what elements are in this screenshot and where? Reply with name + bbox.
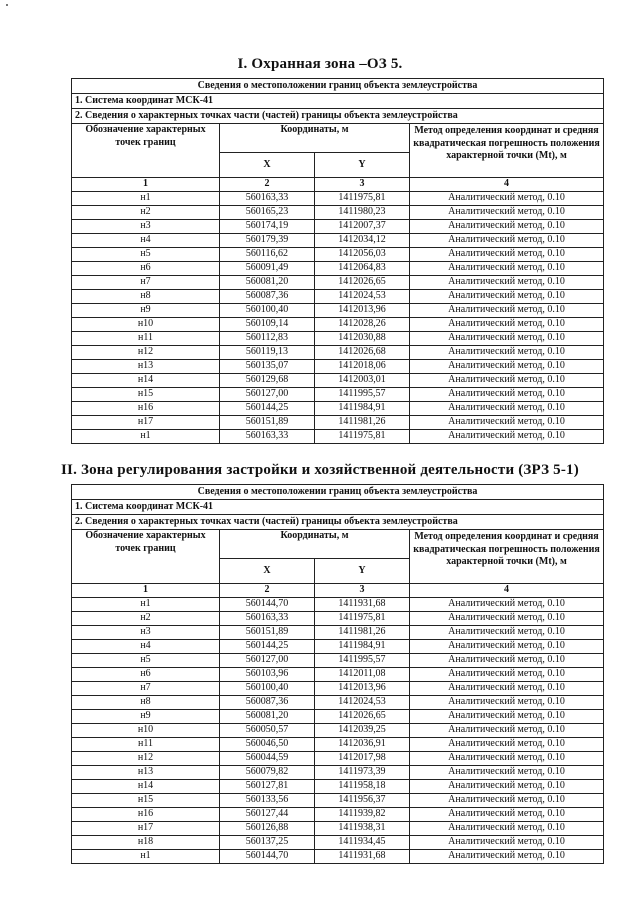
- coord-y: 1412026,65: [315, 709, 410, 723]
- coord-x: 560144,70: [220, 849, 315, 863]
- column-header-x: X: [220, 153, 315, 178]
- coord-y: 1412026,68: [315, 345, 410, 359]
- table-row: [72, 639, 604, 653]
- method-cell: Аналитический метод, 0.10: [410, 219, 604, 233]
- table-row: [72, 345, 604, 359]
- column-header-y: Y: [315, 153, 410, 178]
- table-row: [72, 807, 604, 821]
- point-id: н13: [72, 765, 220, 779]
- coord-y: 1411980,23: [315, 205, 410, 219]
- coord-y: 1412011,08: [315, 667, 410, 681]
- column-header-x: X: [220, 559, 315, 584]
- coord-y: 1411956,37: [315, 793, 410, 807]
- table-row: [72, 765, 604, 779]
- coordinate-system: 1. Система координат МСК-41: [72, 94, 604, 109]
- coord-y: 1412003,01: [315, 373, 410, 387]
- method-cell: Аналитический метод, 0.10: [410, 625, 604, 639]
- method-cell: Аналитический метод, 0.10: [410, 695, 604, 709]
- method-cell: Аналитический метод, 0.10: [410, 205, 604, 219]
- method-cell: Аналитический метод, 0.10: [410, 387, 604, 401]
- point-id: н16: [72, 807, 220, 821]
- coord-x: 560044,59: [220, 751, 315, 765]
- table-row: [72, 415, 604, 429]
- table-row: [72, 429, 604, 443]
- coord-y: 1411931,68: [315, 597, 410, 611]
- coord-x: 560165,23: [220, 205, 315, 219]
- coord-y: 1412064,83: [315, 261, 410, 275]
- point-id: н2: [72, 611, 220, 625]
- point-id: н7: [72, 681, 220, 695]
- coord-y: 1411984,91: [315, 639, 410, 653]
- coord-y: 1412056,03: [315, 247, 410, 261]
- table-row: [72, 205, 604, 219]
- table-row: [72, 289, 604, 303]
- point-id: н1: [72, 597, 220, 611]
- coord-x: 560127,81: [220, 779, 315, 793]
- method-cell: Аналитический метод, 0.10: [410, 639, 604, 653]
- method-cell: Аналитический метод, 0.10: [410, 415, 604, 429]
- method-cell: Аналитический метод, 0.10: [410, 821, 604, 835]
- column-index-1: 1: [72, 584, 220, 598]
- point-id: н11: [72, 737, 220, 751]
- method-cell: Аналитический метод, 0.10: [410, 597, 604, 611]
- table-row: [72, 751, 604, 765]
- method-cell: Аналитический метод, 0.10: [410, 667, 604, 681]
- column-index-4: 4: [410, 584, 604, 598]
- coord-x: 560127,00: [220, 653, 315, 667]
- table-row: [72, 737, 604, 751]
- point-id: н14: [72, 779, 220, 793]
- point-id: н10: [72, 723, 220, 737]
- table-row: [72, 611, 604, 625]
- method-cell: Аналитический метод, 0.10: [410, 709, 604, 723]
- point-id: н15: [72, 387, 220, 401]
- point-id: н12: [72, 751, 220, 765]
- coord-y: 1411984,91: [315, 401, 410, 415]
- table-row: [72, 219, 604, 233]
- point-id: н10: [72, 317, 220, 331]
- coord-x: 560100,40: [220, 303, 315, 317]
- method-cell: Аналитический метод, 0.10: [410, 681, 604, 695]
- column-header-method: Метод определения координат и средняя квадратическая погрешность положения характерной точки (Mt), м: [410, 124, 604, 178]
- point-id: н1: [72, 849, 220, 863]
- coord-x: 560151,89: [220, 415, 315, 429]
- coord-x: 560129,68: [220, 373, 315, 387]
- coord-y: 1411934,45: [315, 835, 410, 849]
- column-index-2: 2: [220, 178, 315, 192]
- method-cell: Аналитический метод, 0.10: [410, 191, 604, 205]
- coord-y: 1412030,88: [315, 331, 410, 345]
- coord-x: 560109,14: [220, 317, 315, 331]
- method-cell: Аналитический метод, 0.10: [410, 611, 604, 625]
- column-header-point-name: Обозначение характерных точек границ: [72, 124, 220, 178]
- point-id: н8: [72, 289, 220, 303]
- point-id: н17: [72, 821, 220, 835]
- point-id: н16: [72, 401, 220, 415]
- coord-x: 560174,19: [220, 219, 315, 233]
- method-cell: Аналитический метод, 0.10: [410, 793, 604, 807]
- coord-x: 560127,44: [220, 807, 315, 821]
- section-2-title: II. Зона регулирования застройки и хозяйственной деятельности (ЗРЗ 5-1): [61, 462, 579, 478]
- table-row: [72, 681, 604, 695]
- point-id: н17: [72, 415, 220, 429]
- column-index-3: 3: [315, 178, 410, 192]
- coord-y: 1412026,65: [315, 275, 410, 289]
- coord-y: 1411973,39: [315, 765, 410, 779]
- point-id: н3: [72, 625, 220, 639]
- coord-y: 1412036,91: [315, 737, 410, 751]
- coord-y: 1411938,31: [315, 821, 410, 835]
- coord-y: 1412013,96: [315, 303, 410, 317]
- coord-x: 560179,39: [220, 233, 315, 247]
- coord-y: 1412024,53: [315, 289, 410, 303]
- coordinate-system: 1. Система координат МСК-41: [72, 500, 604, 515]
- coord-y: 1411975,81: [315, 429, 410, 443]
- boundary-points-caption: 2. Сведения о характерных точках части (частей) границы объекта землеустройства: [72, 109, 604, 124]
- table-row: [72, 821, 604, 835]
- coord-x: 560081,20: [220, 709, 315, 723]
- coord-y: 1412024,53: [315, 695, 410, 709]
- table-row: [72, 359, 604, 373]
- point-id: н14: [72, 373, 220, 387]
- table-row: [72, 331, 604, 345]
- coord-x: 560135,07: [220, 359, 315, 373]
- column-index-1: 1: [72, 178, 220, 192]
- table-row: [72, 373, 604, 387]
- coord-x: 560046,50: [220, 737, 315, 751]
- point-id: н6: [72, 261, 220, 275]
- point-id: н5: [72, 653, 220, 667]
- coord-x: 560116,62: [220, 247, 315, 261]
- coord-x: 560081,20: [220, 275, 315, 289]
- column-header-coordinates: Координаты, м: [220, 530, 410, 559]
- point-id: н2: [72, 205, 220, 219]
- point-id: н18: [72, 835, 220, 849]
- section-2-table: [71, 484, 604, 864]
- column-header-point-name: Обозначение характерных точек границ: [72, 530, 220, 584]
- coord-x: 560163,33: [220, 611, 315, 625]
- point-id: н13: [72, 359, 220, 373]
- method-cell: Аналитический метод, 0.10: [410, 723, 604, 737]
- table-row: [72, 653, 604, 667]
- coord-y: 1411958,18: [315, 779, 410, 793]
- coord-x: 560087,36: [220, 695, 315, 709]
- coord-y: 1412017,98: [315, 751, 410, 765]
- point-id: н4: [72, 639, 220, 653]
- table-row: [72, 303, 604, 317]
- method-cell: Аналитический метод, 0.10: [410, 247, 604, 261]
- coord-x: 560126,88: [220, 821, 315, 835]
- coord-y: 1411995,57: [315, 387, 410, 401]
- method-cell: Аналитический метод, 0.10: [410, 429, 604, 443]
- coord-x: 560091,49: [220, 261, 315, 275]
- coord-y: 1412018,06: [315, 359, 410, 373]
- point-id: н1: [72, 429, 220, 443]
- info-header: Сведения о местоположении границ объекта землеустройства: [72, 485, 604, 500]
- table-row: [72, 275, 604, 289]
- coord-x: 560100,40: [220, 681, 315, 695]
- table-row: [72, 849, 604, 863]
- method-cell: Аналитический метод, 0.10: [410, 317, 604, 331]
- coord-x: 560144,25: [220, 401, 315, 415]
- coord-x: 560112,83: [220, 331, 315, 345]
- coord-x: 560119,13: [220, 345, 315, 359]
- table-row: [72, 191, 604, 205]
- coord-x: 560133,56: [220, 793, 315, 807]
- point-id: н8: [72, 695, 220, 709]
- point-id: н15: [72, 793, 220, 807]
- point-id: н12: [72, 345, 220, 359]
- point-id: н6: [72, 667, 220, 681]
- method-cell: Аналитический метод, 0.10: [410, 807, 604, 821]
- table-row: [72, 723, 604, 737]
- coord-y: 1412028,26: [315, 317, 410, 331]
- point-id: н11: [72, 331, 220, 345]
- method-cell: Аналитический метод, 0.10: [410, 751, 604, 765]
- point-id: н9: [72, 709, 220, 723]
- method-cell: Аналитический метод, 0.10: [410, 275, 604, 289]
- method-cell: Аналитический метод, 0.10: [410, 373, 604, 387]
- column-header-method: Метод определения координат и средняя квадратическая погрешность положения характерной точки (Mt), м: [410, 530, 604, 584]
- coord-x: 560050,57: [220, 723, 315, 737]
- coord-x: 560137,25: [220, 835, 315, 849]
- point-id: н3: [72, 219, 220, 233]
- table-row: [72, 793, 604, 807]
- table-row: [72, 625, 604, 639]
- coord-y: 1411995,57: [315, 653, 410, 667]
- boundary-points-caption: 2. Сведения о характерных точках части (частей) границы объекта землеустройства: [72, 515, 604, 530]
- column-index-3: 3: [315, 584, 410, 598]
- table-row: [72, 233, 604, 247]
- coord-x: 560144,25: [220, 639, 315, 653]
- table-row: [72, 667, 604, 681]
- coord-y: 1412034,12: [315, 233, 410, 247]
- method-cell: Аналитический метод, 0.10: [410, 779, 604, 793]
- coord-x: 560087,36: [220, 289, 315, 303]
- coord-y: 1411939,82: [315, 807, 410, 821]
- coord-x: 560163,33: [220, 191, 315, 205]
- method-cell: Аналитический метод, 0.10: [410, 835, 604, 849]
- method-cell: Аналитический метод, 0.10: [410, 737, 604, 751]
- column-header-coordinates: Координаты, м: [220, 124, 410, 153]
- table-row: [72, 597, 604, 611]
- method-cell: Аналитический метод, 0.10: [410, 345, 604, 359]
- method-cell: Аналитический метод, 0.10: [410, 653, 604, 667]
- scan-speck: [6, 4, 8, 6]
- coord-x: 560163,33: [220, 429, 315, 443]
- table-row: [72, 387, 604, 401]
- coord-y: 1412039,25: [315, 723, 410, 737]
- point-id: н4: [72, 233, 220, 247]
- method-cell: Аналитический метод, 0.10: [410, 331, 604, 345]
- method-cell: Аналитический метод, 0.10: [410, 303, 604, 317]
- method-cell: Аналитический метод, 0.10: [410, 359, 604, 373]
- column-index-4: 4: [410, 178, 604, 192]
- point-id: н9: [72, 303, 220, 317]
- coord-x: 560144,70: [220, 597, 315, 611]
- table-row: [72, 247, 604, 261]
- coord-y: 1411981,26: [315, 415, 410, 429]
- coord-y: 1412013,96: [315, 681, 410, 695]
- table-row: [72, 401, 604, 415]
- table-row: [72, 261, 604, 275]
- point-id: н5: [72, 247, 220, 261]
- section-1-table: [71, 78, 604, 444]
- coord-x: 560151,89: [220, 625, 315, 639]
- method-cell: Аналитический метод, 0.10: [410, 849, 604, 863]
- coord-y: 1411981,26: [315, 625, 410, 639]
- point-id: н7: [72, 275, 220, 289]
- method-cell: Аналитический метод, 0.10: [410, 233, 604, 247]
- coord-x: 560127,00: [220, 387, 315, 401]
- coord-x: 560079,82: [220, 765, 315, 779]
- coord-y: 1411975,81: [315, 191, 410, 205]
- table-row: [72, 835, 604, 849]
- method-cell: Аналитический метод, 0.10: [410, 261, 604, 275]
- coord-y: 1412007,37: [315, 219, 410, 233]
- method-cell: Аналитический метод, 0.10: [410, 765, 604, 779]
- coord-y: 1411931,68: [315, 849, 410, 863]
- table-row: [72, 709, 604, 723]
- info-header: Сведения о местоположении границ объекта землеустройства: [72, 79, 604, 94]
- column-header-y: Y: [315, 559, 410, 584]
- coord-y: 1411975,81: [315, 611, 410, 625]
- coord-x: 560103,96: [220, 667, 315, 681]
- method-cell: Аналитический метод, 0.10: [410, 401, 604, 415]
- point-id: н1: [72, 191, 220, 205]
- table-row: [72, 695, 604, 709]
- table-row: [72, 779, 604, 793]
- method-cell: Аналитический метод, 0.10: [410, 289, 604, 303]
- table-row: [72, 317, 604, 331]
- section-1-title: I. Охранная зона –ОЗ 5.: [237, 56, 403, 72]
- column-index-2: 2: [220, 584, 315, 598]
